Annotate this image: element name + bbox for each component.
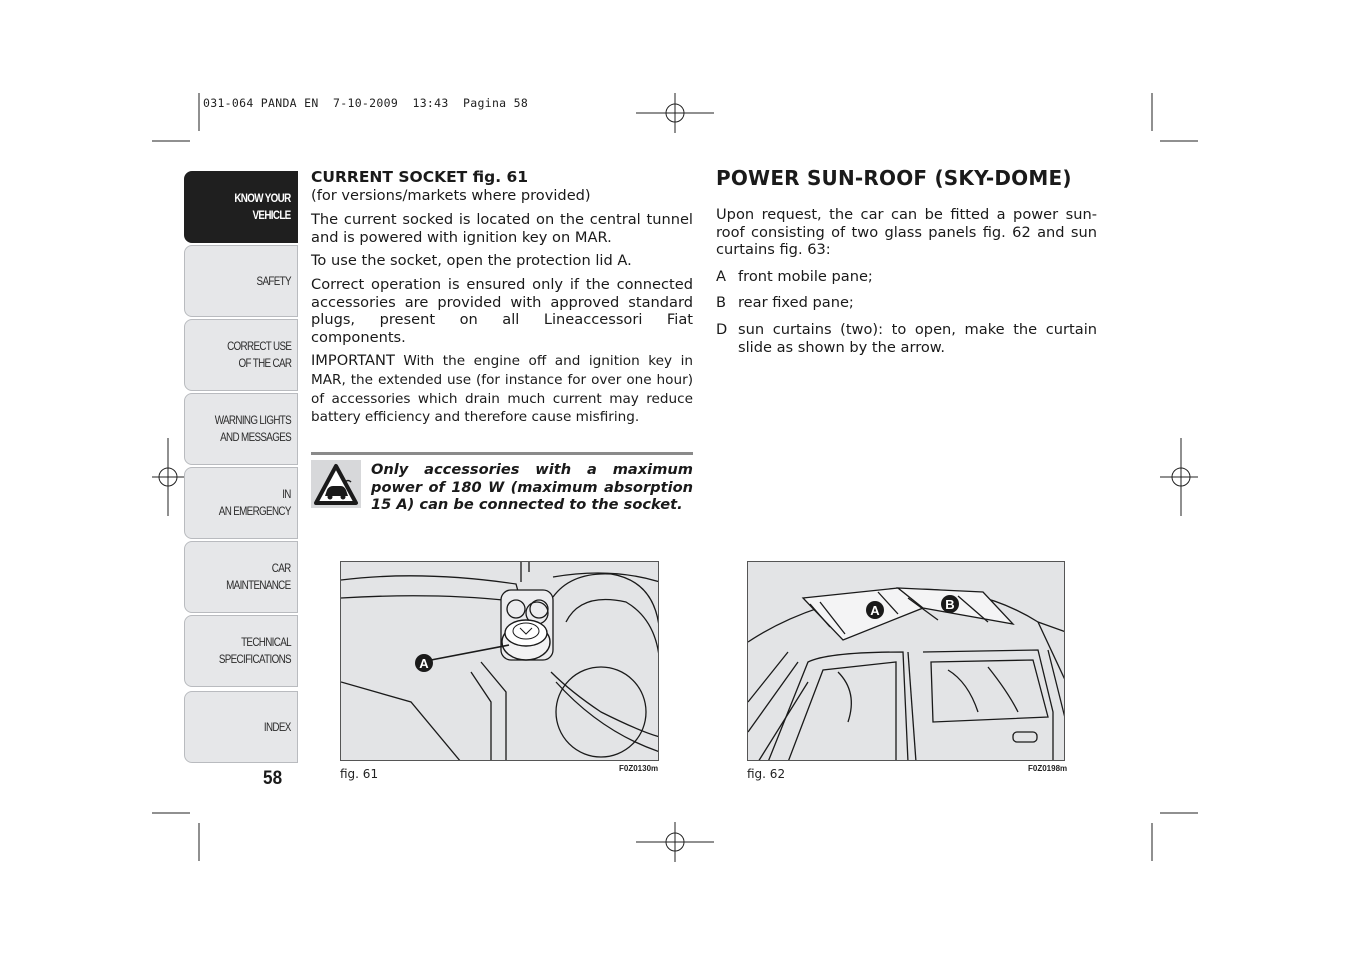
car-warning-triangle-icon <box>311 460 361 508</box>
figure-code: F0Z0130m <box>619 764 659 773</box>
list-text: front mobile pane; <box>738 267 873 285</box>
list-item <box>716 268 1097 286</box>
sidebar-tab-know-your-vehicle[interactable]: KNOW YOUR VEHICLE <box>184 171 298 243</box>
sidebar-tab-warning-lights[interactable]: WARNING LIGHTS AND MESSAGES <box>184 393 298 465</box>
figure-code: F0Z0198m <box>1028 764 1068 773</box>
callout-a: A <box>870 603 880 618</box>
sidebar-tab-safety[interactable]: SAFETY <box>184 245 298 317</box>
list-key: A <box>716 267 726 285</box>
warning-divider <box>311 452 693 455</box>
important-label: IMPORTANT <box>311 352 395 370</box>
sidebar-tab-index[interactable]: INDEX <box>184 691 298 763</box>
sidebar-tab-technical-specifications[interactable]: TECHNICAL SPECIFICATIONS <box>184 615 298 687</box>
list-item <box>716 294 1097 312</box>
figure-caption: fig. 62 <box>747 767 786 781</box>
print-slug-line: 031-064 PANDA EN 7-10-2009 13:43 Pagina 58 <box>203 96 529 110</box>
list-text: rear fixed pane; <box>738 294 854 312</box>
list-key: B <box>716 294 727 312</box>
current-socket-section <box>311 169 693 433</box>
important-text: With the engine off and ignition key in MAR, the extended use (for instance for over one hour) of accessories which drain much current may reduce battery efficiency and therefore cause misfiring. <box>311 353 693 426</box>
callout-a: A <box>419 656 429 671</box>
sidebar-tab-correct-use[interactable]: CORRECT USE OF THE CAR <box>184 319 298 391</box>
figure-61-current-socket <box>340 561 659 761</box>
figure-62-sunroof <box>747 561 1065 761</box>
paragraph: Correct operation is ensured only if the connected accessories are provided with approved standard plugs, present on all Lineaccessori Fiat components. <box>311 275 693 346</box>
warning-text: Only accessories with a maximum power of 180 W (maximum absorption 15 A) can be connected to the socket. <box>371 461 693 514</box>
paragraph: To use the socket, open the protection lid A. <box>311 252 632 270</box>
figure-caption: fig. 61 <box>340 767 379 781</box>
page-number: 58 <box>263 768 283 789</box>
list-key: D <box>716 320 728 338</box>
sidebar-tab-emergency[interactable]: IN AN EMERGENCY <box>184 467 298 539</box>
callout-b: B <box>945 597 955 612</box>
list-item <box>716 321 1097 356</box>
sidebar-tab-car-maintenance[interactable]: CAR MAINTENANCE <box>184 541 298 613</box>
sunroof-section <box>716 206 1097 365</box>
list-text: sun curtains (two): to open, make the curtain slide as shown by the arrow. <box>738 320 1097 356</box>
section-heading: CURRENT SOCKET fig. 61 <box>311 168 529 186</box>
page-title: POWER SUN-ROOF (SKY-DOME) <box>716 166 1072 190</box>
paragraph: The current socked is located on the central tunnel and is powered with ignition key on MAR. <box>311 211 693 246</box>
important-paragraph <box>311 352 693 426</box>
section-subheading: (for versions/markets where provided) <box>311 186 591 204</box>
paragraph: Upon request, the car can be fitted a power sun-roof consisting of two glass panels fig. 62 and sun curtains fig. 63: <box>716 206 1097 259</box>
